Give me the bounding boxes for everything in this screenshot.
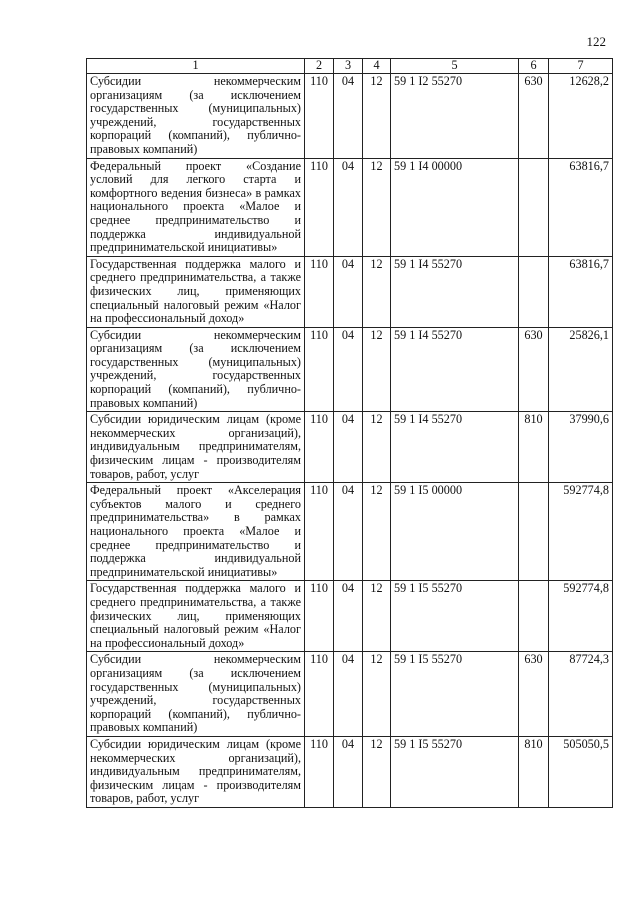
expense-type-cell: 630 — [519, 74, 549, 159]
page-number: 122 — [586, 34, 606, 49]
section-code-cell: 04 — [334, 736, 363, 807]
table-row — [87, 483, 613, 581]
table-body — [87, 74, 613, 808]
amount-cell: 12628,2 — [549, 74, 613, 159]
table-row — [87, 256, 613, 327]
expense-type-cell: 630 — [519, 652, 549, 737]
target-article-cell: 59 1 I5 55270 — [391, 581, 519, 652]
row-name-cell: Субсидии юридическим лицам (кроме некоммерческих организаций), индивидуальным предпринимателям, физическим лицам - производителям товаров, работ, услуг — [87, 736, 305, 807]
target-article-cell: 59 1 I4 55270 — [391, 412, 519, 483]
expense-type-cell — [519, 256, 549, 327]
column-header-2: 2 — [305, 59, 334, 74]
admin-code-cell: 110 — [305, 158, 334, 256]
amount-cell: 25826,1 — [549, 327, 613, 412]
table-header — [87, 59, 613, 74]
subsection-code-cell: 12 — [363, 736, 391, 807]
expense-type-cell — [519, 581, 549, 652]
admin-code-cell: 110 — [305, 736, 334, 807]
admin-code-cell: 110 — [305, 327, 334, 412]
subsection-code-cell: 12 — [363, 652, 391, 737]
row-name-cell: Государственная поддержка малого и среднего предпринимательства, а также физических лиц, применяющих специальный налоговый режим «Налог на профессиональный доход» — [87, 581, 305, 652]
subsection-code-cell: 12 — [363, 412, 391, 483]
amount-cell: 505050,5 — [549, 736, 613, 807]
table-row — [87, 581, 613, 652]
admin-code-cell: 110 — [305, 581, 334, 652]
expense-type-cell: 810 — [519, 412, 549, 483]
amount-cell: 592774,8 — [549, 581, 613, 652]
subsection-code-cell: 12 — [363, 158, 391, 256]
table-row — [87, 74, 613, 159]
amount-cell: 63816,7 — [549, 158, 613, 256]
subsection-code-cell: 12 — [363, 327, 391, 412]
row-name-cell: Федеральный проект «Создание условий для легкого старта и комфортного ведения бизнеса» в рамках национального проекта «Малое и среднее предпринимательство и поддержка индивидуальной предпринимательской инициативы» — [87, 158, 305, 256]
subsection-code-cell: 12 — [363, 483, 391, 581]
section-code-cell: 04 — [334, 652, 363, 737]
row-name-cell: Федеральный проект «Акселерация субъектов малого и среднего предпринимательства» в рамках национального проекта «Малое и среднее предпринимательство и поддержка индивидуальной предпринимательской инициативы» — [87, 483, 305, 581]
target-article-cell: 59 1 I5 00000 — [391, 483, 519, 581]
target-article-cell: 59 1 I2 55270 — [391, 74, 519, 159]
expense-type-cell — [519, 158, 549, 256]
amount-cell: 63816,7 — [549, 256, 613, 327]
section-code-cell: 04 — [334, 327, 363, 412]
admin-code-cell: 110 — [305, 74, 334, 159]
column-number-row — [87, 59, 613, 74]
table-row — [87, 736, 613, 807]
expense-type-cell — [519, 483, 549, 581]
section-code-cell: 04 — [334, 483, 363, 581]
target-article-cell: 59 1 I5 55270 — [391, 736, 519, 807]
section-code-cell: 04 — [334, 74, 363, 159]
subsection-code-cell: 12 — [363, 74, 391, 159]
column-header-6: 6 — [519, 59, 549, 74]
table-row — [87, 652, 613, 737]
section-code-cell: 04 — [334, 581, 363, 652]
amount-cell: 37990,6 — [549, 412, 613, 483]
row-name-cell: Государственная поддержка малого и среднего предпринимательства, а также физических лиц, применяющих специальный налоговый режим «Налог на профессиональный доход» — [87, 256, 305, 327]
column-header-3: 3 — [334, 59, 363, 74]
row-name-cell: Субсидии некоммерческим организациям (за исключением государственных (муниципальных) учреждений, государственных корпораций (компаний), публично-правовых компаний) — [87, 652, 305, 737]
column-header-5: 5 — [391, 59, 519, 74]
section-code-cell: 04 — [334, 158, 363, 256]
expense-type-cell: 810 — [519, 736, 549, 807]
section-code-cell: 04 — [334, 412, 363, 483]
admin-code-cell: 110 — [305, 412, 334, 483]
target-article-cell: 59 1 I4 55270 — [391, 327, 519, 412]
amount-cell: 592774,8 — [549, 483, 613, 581]
admin-code-cell: 110 — [305, 652, 334, 737]
table-row — [87, 327, 613, 412]
column-header-4: 4 — [363, 59, 391, 74]
row-name-cell: Субсидии некоммерческим организациям (за исключением государственных (муниципальных) учреждений, государственных корпораций (компаний), публично-правовых компаний) — [87, 327, 305, 412]
admin-code-cell: 110 — [305, 483, 334, 581]
column-header-1: 1 — [87, 59, 305, 74]
table-row — [87, 158, 613, 256]
budget-table — [86, 58, 613, 808]
target-article-cell: 59 1 I4 00000 — [391, 158, 519, 256]
subsection-code-cell: 12 — [363, 581, 391, 652]
admin-code-cell: 110 — [305, 256, 334, 327]
row-name-cell: Субсидии юридическим лицам (кроме некоммерческих организаций), индивидуальным предпринимателям, физическим лицам - производителям товаров, работ, услуг — [87, 412, 305, 483]
column-header-7: 7 — [549, 59, 613, 74]
target-article-cell: 59 1 I4 55270 — [391, 256, 519, 327]
amount-cell: 87724,3 — [549, 652, 613, 737]
target-article-cell: 59 1 I5 55270 — [391, 652, 519, 737]
row-name-cell: Субсидии некоммерческим организациям (за исключением государственных (муниципальных) учреждений, государственных корпораций (компаний), публично-правовых компаний) — [87, 74, 305, 159]
subsection-code-cell: 12 — [363, 256, 391, 327]
section-code-cell: 04 — [334, 256, 363, 327]
table-row — [87, 412, 613, 483]
expense-type-cell: 630 — [519, 327, 549, 412]
